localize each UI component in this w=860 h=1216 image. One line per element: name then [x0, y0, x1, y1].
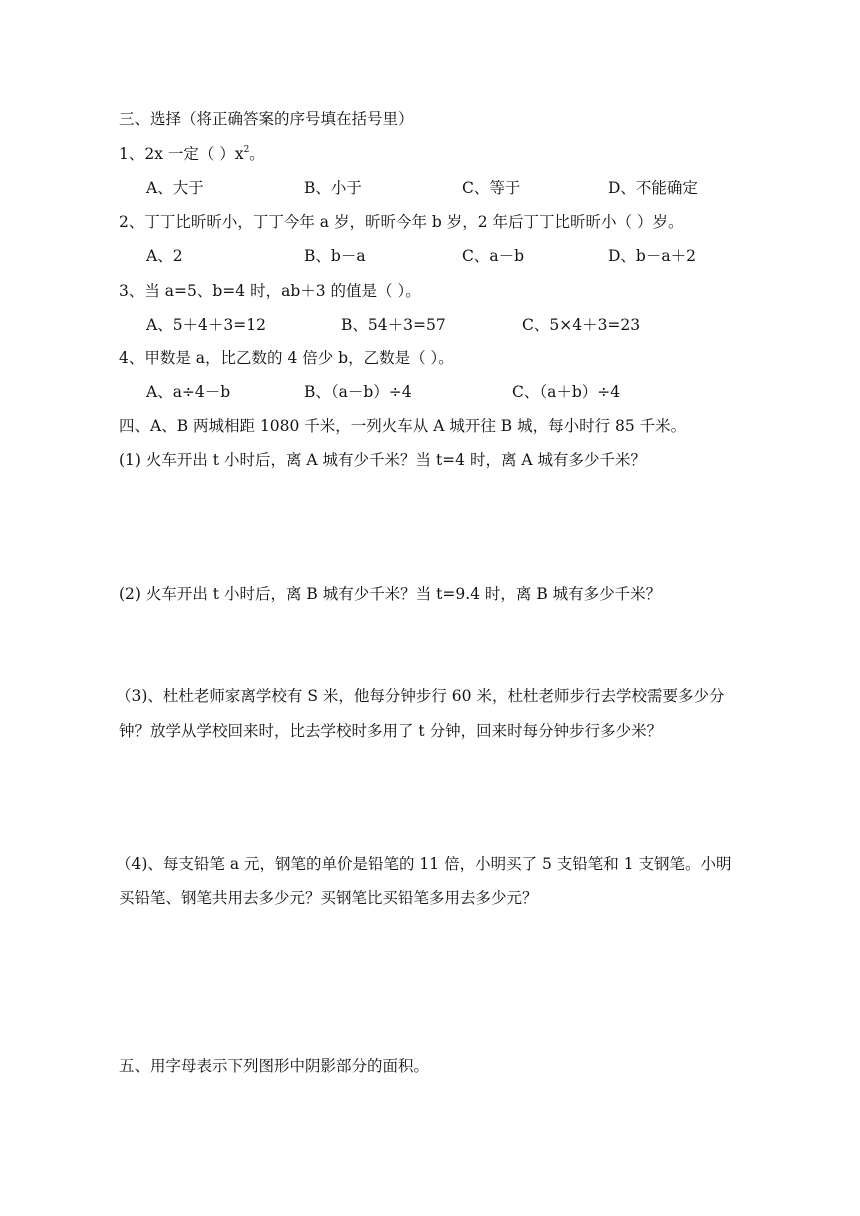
section3-heading: 三、选择（将正确答案的序号填在括号里）	[119, 110, 414, 128]
problem-3-line2: 钟？放学从学校回来时，比去学校时多用了 t 分钟，回来时每分钟步行多少米？	[119, 722, 663, 740]
q4-option-c: C、（a＋b）÷4	[512, 383, 621, 401]
q1-option-a: A、大于	[146, 179, 204, 197]
q3-option-c: C、5×4＋3=23	[522, 316, 641, 334]
q3-option-b: B、54＋3=57	[341, 316, 446, 334]
section5-heading: 五、用字母表示下列图形中阴影部分的面积。	[119, 1057, 430, 1075]
q2-option-c: C、a－b	[462, 247, 525, 265]
q2-option-a: A、2	[146, 247, 183, 265]
problem-1: (1) 火车开出 t 小时后，离 A 城有少千米？当 t=4 时，离 A 城有多少千米？	[119, 451, 646, 469]
q2-option-b: B、b－a	[304, 247, 366, 265]
q1-stem-text: 1、2x 一定（ ）x	[119, 145, 244, 163]
q2-stem: 2、丁丁比昕昕小，丁丁今年 a 岁，昕昕今年 b 岁，2 年后丁丁比昕昕小（ ）岁。	[119, 213, 684, 231]
problem-4-line1: （4)、每支铅笔 a 元，钢笔的单价是铅笔的 11 倍，小明买了 5 支铅笔和 1 支钢笔。小明	[116, 855, 732, 873]
section4-heading: 四、A、B 两城相距 1080 千米，一列火车从 A 城开往 B 城，每小时行 85 千米。	[119, 417, 687, 435]
q3-option-a: A、5＋4＋3=12	[146, 316, 266, 334]
problem-3-line1: （3)、杜杜老师家离学校有 S 米，他每分钟步行 60 米，杜杜老师步行去学校需要多少分	[116, 687, 725, 705]
q1-option-b: B、小于	[304, 179, 362, 197]
problem-4-line2: 买铅笔、钢笔共用去多少元？买钢笔比买铅笔多用去多少元？	[119, 889, 538, 907]
q4-stem: 4、甲数是 a，比乙数的 4 倍少 b，乙数是（ ）。	[119, 349, 454, 367]
q2-option-d: D、b－a＋2	[608, 247, 696, 265]
q4-option-b: B、（a－b）÷4	[304, 383, 412, 401]
q1-option-c: C、等于	[462, 179, 521, 197]
q4-option-a: A、a÷4－b	[146, 383, 231, 401]
q1-stem	[119, 146, 265, 163]
problem-2: (2) 火车开出 t 小时后，离 B 城有少千米？当 t=9.4 时，离 B 城有多少千米？	[119, 585, 662, 603]
q1-option-d: D、不能确定	[608, 179, 698, 197]
q1-exponent: 2	[243, 145, 250, 155]
q3-stem: 3、当 a=5、b=4 时，ab＋3 的值是（ ）。	[119, 282, 421, 300]
q1-stem-end: 。	[249, 145, 265, 163]
